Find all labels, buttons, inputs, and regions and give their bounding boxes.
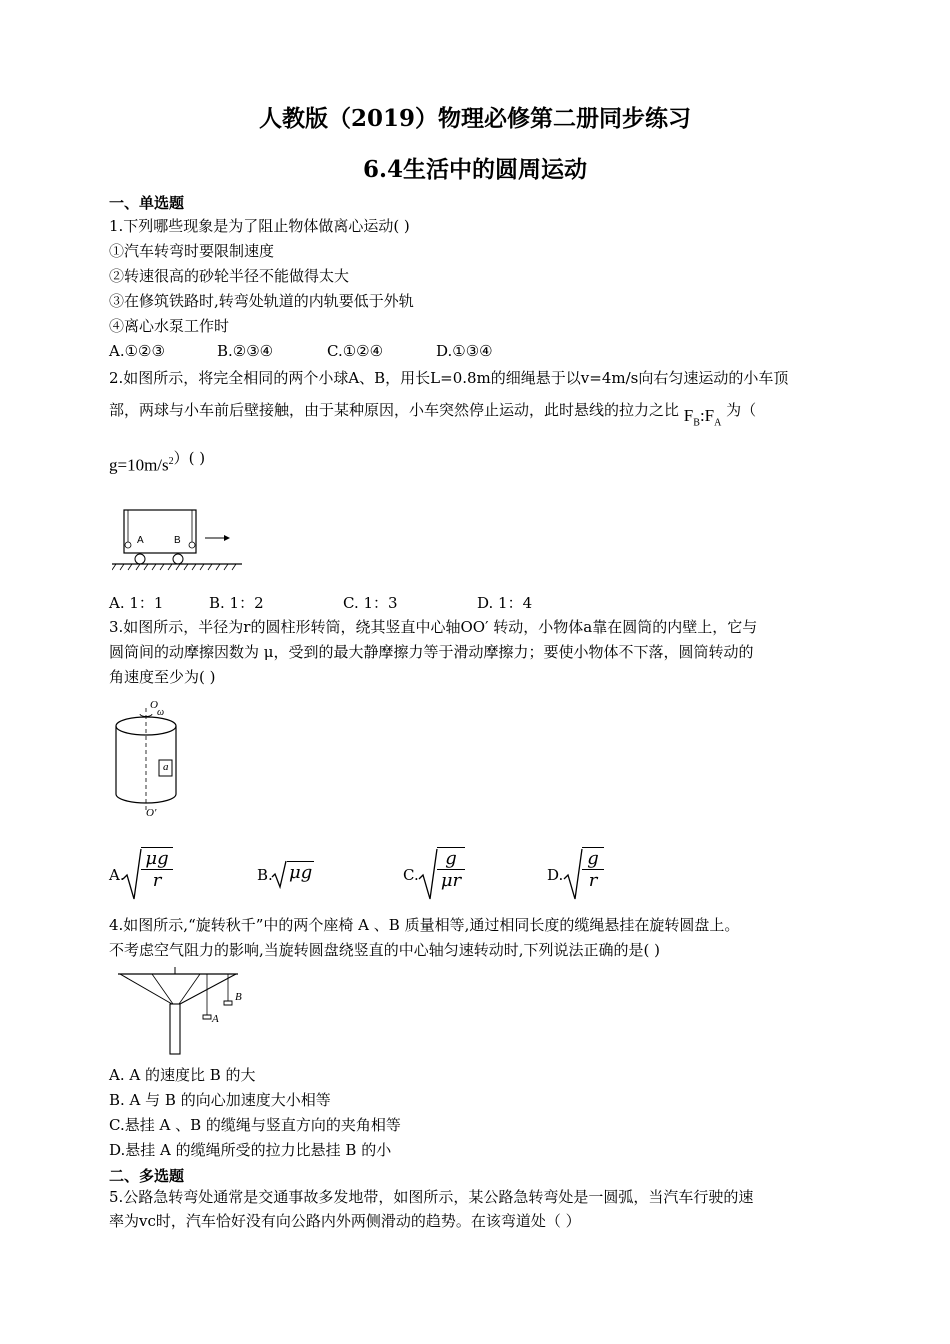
- q3-stem-line2: 圆筒间的动摩擦因数为 μ，受到的最大静摩擦力等于滑动摩擦力；要使小物体不下落，圆筒转动的: [109, 643, 754, 661]
- section-multiple-choice: 二、多选题: [109, 1167, 185, 1185]
- q4-option-b[interactable]: B. A 与 B 的向心加速度大小相等: [109, 1091, 331, 1109]
- q2-stem-line2: 部，两球与小车前后壁接触，由于某种原因，小车突然停止运动，此时悬线的拉力之比 $F_B:F_A$ 为（: [109, 401, 757, 429]
- q4-option-a[interactable]: A. A 的速度比 B 的大: [109, 1066, 256, 1084]
- q1-item: ②转速很高的砂轮半径不能做得太大: [109, 267, 350, 285]
- q3-option-c[interactable]: C.: [403, 866, 419, 884]
- q2-figure-label-b: B: [174, 535, 181, 546]
- q3-figure-label-o-prime: O′: [146, 807, 157, 819]
- q4-option-d[interactable]: D.悬挂 A 的缆绳所受的拉力比悬挂 B 的小: [109, 1141, 392, 1159]
- q3-stem-line1: 3.如图所示，半径为r的圆柱形转筒，绕其竖直中心轴OO′ 转动，小物体a靠在圆筒的内壁上，它与: [109, 618, 758, 636]
- q2-option-c[interactable]: C. 1：3: [343, 594, 398, 612]
- q3-figure-label-a: a: [163, 761, 169, 773]
- worksheet-title: 人教版（2019）物理必修第二册同步练习: [258, 105, 691, 132]
- q2-option-d[interactable]: D. 1：4: [477, 594, 533, 612]
- q4-stem-line1: 4.如图所示,“旋转秋千”中的两个座椅 A 、B 质量相等,通过相同长度的缆绳悬挂在旋转圆盘上。: [109, 916, 740, 934]
- q4-figure-label-b: B: [235, 991, 242, 1003]
- sqrt-sign-icon: [271, 859, 287, 889]
- q2-stem-text: 部，两球与小车前后壁接触，由于某种原因，小车突然停止运动，此时悬线的拉力之比: [109, 401, 680, 419]
- q2-option-a[interactable]: A. 1：1: [109, 594, 164, 612]
- q1-option-a[interactable]: A.①②③: [109, 342, 165, 360]
- q3-option-a[interactable]: A.: [109, 866, 125, 884]
- q1-item: ①汽车转弯时要限制速度: [109, 242, 275, 260]
- q3-option-d-fraction: $\frac{g}{r}$: [582, 847, 604, 891]
- q3-option-d[interactable]: D.: [547, 866, 564, 884]
- q4-swing-figure: [112, 963, 252, 1059]
- q4-figure-label-a: A: [212, 1013, 219, 1025]
- q3-cylinder-figure: [110, 700, 190, 824]
- q2-stem-line1: 2.如图所示，将完全相同的两个小球A、B，用长L=0.8m的细绳悬于以v=4m/s向右匀速运动的小车顶: [109, 369, 789, 387]
- q1-option-b[interactable]: B.②③④: [217, 342, 274, 360]
- q3-figure-label-omega: ω: [157, 707, 165, 718]
- q4-option-c[interactable]: C.悬挂 A 、B 的缆绳与竖直方向的夹角相等: [109, 1116, 401, 1134]
- q1-option-c[interactable]: C.①②④: [327, 342, 384, 360]
- section-single-choice: 一、单选题: [109, 194, 185, 212]
- q2-gravity: $g=10m/s^2$）( ): [109, 448, 206, 475]
- q3-option-c-fraction: $\frac{g}{\mu r}$: [437, 847, 465, 891]
- q3-option-b-radicand: μg: [289, 862, 313, 883]
- q1-option-d[interactable]: D.①③④: [436, 342, 493, 360]
- lesson-title: 6.4生活中的圆周运动: [362, 156, 587, 183]
- q5-stem-line1: 5.公路急转弯处通常是交通事故多发地带，如图所示，某公路急转弯处是一圆弧，当汽车行驶的速: [109, 1188, 754, 1206]
- q2-ratio: $F_B:F_A$: [683, 406, 722, 429]
- sqrt-sign-icon: [563, 847, 583, 901]
- q2-cart-figure: [112, 507, 252, 575]
- q3-option-b[interactable]: B.: [257, 866, 273, 884]
- q1-item: ③在修筑铁路时,转弯处轨道的内轨要低于外轨: [109, 292, 414, 310]
- q3-option-a-fraction: $\frac{\mu g}{r}$: [141, 847, 173, 891]
- q2-figure-label-a: A: [137, 535, 144, 546]
- q1-stem: 1.下列哪些现象是为了阻止物体做离心运动( ): [109, 217, 410, 235]
- q1-item: ④离心水泵工作时: [109, 317, 230, 335]
- q4-stem-line2: 不考虑空气阻力的影响,当旋转圆盘绕竖直的中心轴匀速转动时,下列说法正确的是( ): [109, 941, 661, 959]
- sqrt-sign-icon: [122, 847, 142, 901]
- q3-stem-line3: 角速度至少为( ): [109, 668, 216, 686]
- sqrt-sign-icon: [418, 847, 438, 901]
- q5-stem-line2: 率为vc时，汽车恰好没有向公路内外两侧滑动的趋势。在该弯道处（ ）: [109, 1212, 581, 1230]
- q2-option-b[interactable]: B. 1：2: [209, 594, 264, 612]
- q3-figure-label-o: O: [150, 699, 158, 711]
